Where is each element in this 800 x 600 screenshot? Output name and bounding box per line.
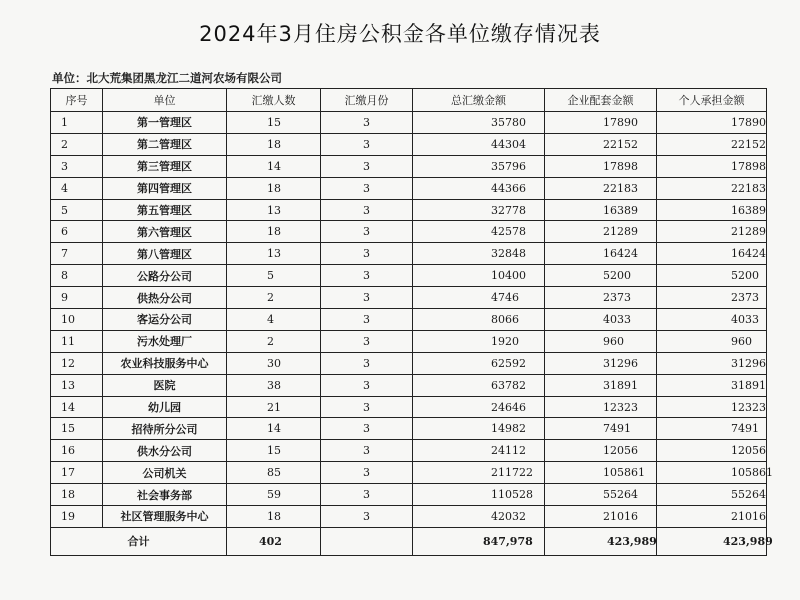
- row-total-amount: 24646: [413, 396, 545, 418]
- row-enterprise-amount: 4033: [545, 309, 657, 331]
- row-total-amount: 24112: [413, 440, 545, 462]
- row-seq: 12: [51, 352, 103, 374]
- header-enterprise: 企业配套金额: [545, 89, 657, 112]
- row-individual-amount: 17890: [657, 112, 767, 134]
- table-row: [51, 484, 767, 506]
- row-total-amount: 62592: [413, 352, 545, 374]
- header-people: 汇缴人数: [227, 89, 321, 112]
- row-unit: 第八管理区: [103, 243, 227, 265]
- row-unit: 供热分公司: [103, 287, 227, 309]
- table-row: [51, 177, 767, 199]
- unit-line: 单位：北大荒集团黑龙江二道河农场有限公司: [52, 71, 282, 85]
- row-total-amount: 35780: [413, 112, 545, 134]
- row-individual-amount: 16389: [657, 199, 767, 221]
- row-individual-amount: 4033: [657, 309, 767, 331]
- row-seq: 5: [51, 199, 103, 221]
- row-enterprise-amount: 17898: [545, 155, 657, 177]
- row-total-amount: 110528: [413, 484, 545, 506]
- row-month: 3: [321, 462, 413, 484]
- row-seq: 4: [51, 177, 103, 199]
- row-seq: 16: [51, 440, 103, 462]
- row-seq: 15: [51, 418, 103, 440]
- table-row: [51, 155, 767, 177]
- row-month: 3: [321, 506, 413, 528]
- table-row: [51, 352, 767, 374]
- total-individual-amount: 423,989: [657, 527, 767, 555]
- total-label: 合计: [51, 527, 227, 555]
- row-seq: 11: [51, 330, 103, 352]
- row-people: 18: [227, 506, 321, 528]
- row-individual-amount: 55264: [657, 484, 767, 506]
- row-unit: 第六管理区: [103, 221, 227, 243]
- row-enterprise-amount: 960: [545, 330, 657, 352]
- total-people: 402: [227, 527, 321, 555]
- row-month: 3: [321, 374, 413, 396]
- row-enterprise-amount: 5200: [545, 265, 657, 287]
- row-month: 3: [321, 484, 413, 506]
- total-row: [51, 527, 767, 555]
- row-people: 18: [227, 221, 321, 243]
- header-individual: 个人承担金额: [657, 89, 767, 112]
- row-seq: 7: [51, 243, 103, 265]
- row-total-amount: 10400: [413, 265, 545, 287]
- row-month: 3: [321, 330, 413, 352]
- row-enterprise-amount: 21289: [545, 221, 657, 243]
- document-title: 2024年3月住房公积金各单位缴存情况表: [199, 22, 601, 46]
- row-month: 3: [321, 265, 413, 287]
- row-individual-amount: 2373: [657, 287, 767, 309]
- row-unit: 招待所分公司: [103, 418, 227, 440]
- row-enterprise-amount: 7491: [545, 418, 657, 440]
- row-enterprise-amount: 31891: [545, 374, 657, 396]
- row-unit: 第二管理区: [103, 133, 227, 155]
- row-enterprise-amount: 2373: [545, 287, 657, 309]
- header-total: 总汇缴金额: [413, 89, 545, 112]
- row-individual-amount: 105861: [657, 462, 767, 484]
- row-people: 18: [227, 133, 321, 155]
- row-enterprise-amount: 31296: [545, 352, 657, 374]
- row-month: 3: [321, 112, 413, 134]
- table-row: [51, 374, 767, 396]
- row-people: 14: [227, 155, 321, 177]
- table-row: [51, 133, 767, 155]
- row-people: 5: [227, 265, 321, 287]
- row-enterprise-amount: 22152: [545, 133, 657, 155]
- row-unit: 社会事务部: [103, 484, 227, 506]
- row-unit: 医院: [103, 374, 227, 396]
- table-row: [51, 396, 767, 418]
- row-enterprise-amount: 22183: [545, 177, 657, 199]
- header-month: 汇缴月份: [321, 89, 413, 112]
- row-unit: 社区管理服务中心: [103, 506, 227, 528]
- row-total-amount: 14982: [413, 418, 545, 440]
- row-seq: 19: [51, 506, 103, 528]
- row-total-amount: 32778: [413, 199, 545, 221]
- row-people: 15: [227, 112, 321, 134]
- row-enterprise-amount: 16424: [545, 243, 657, 265]
- row-seq: 17: [51, 462, 103, 484]
- row-individual-amount: 12323: [657, 396, 767, 418]
- table-row: [51, 221, 767, 243]
- row-individual-amount: 21016: [657, 506, 767, 528]
- row-individual-amount: 17898: [657, 155, 767, 177]
- row-people: 59: [227, 484, 321, 506]
- row-people: 13: [227, 199, 321, 221]
- row-individual-amount: 22152: [657, 133, 767, 155]
- row-unit: 公司机关: [103, 462, 227, 484]
- row-people: 4: [227, 309, 321, 331]
- row-individual-amount: 7491: [657, 418, 767, 440]
- row-total-amount: 4746: [413, 287, 545, 309]
- row-total-amount: 44366: [413, 177, 545, 199]
- row-unit: 农业科技服务中心: [103, 352, 227, 374]
- row-total-amount: 211722: [413, 462, 545, 484]
- row-total-amount: 42032: [413, 506, 545, 528]
- row-seq: 9: [51, 287, 103, 309]
- row-total-amount: 35796: [413, 155, 545, 177]
- row-individual-amount: 31891: [657, 374, 767, 396]
- row-month: 3: [321, 440, 413, 462]
- header-unit: 单位: [103, 89, 227, 112]
- row-seq: 18: [51, 484, 103, 506]
- table-row: [51, 462, 767, 484]
- row-people: 30: [227, 352, 321, 374]
- row-people: 13: [227, 243, 321, 265]
- header-row: [51, 89, 767, 112]
- row-enterprise-amount: 105861: [545, 462, 657, 484]
- row-people: 15: [227, 440, 321, 462]
- row-total-amount: 1920: [413, 330, 545, 352]
- row-month: 3: [321, 243, 413, 265]
- row-seq: 10: [51, 309, 103, 331]
- row-month: 3: [321, 155, 413, 177]
- table-row: [51, 440, 767, 462]
- row-unit: 第四管理区: [103, 177, 227, 199]
- row-seq: 6: [51, 221, 103, 243]
- row-enterprise-amount: 12323: [545, 396, 657, 418]
- table-row: [51, 199, 767, 221]
- deposit-table: [50, 88, 773, 556]
- row-month: 3: [321, 287, 413, 309]
- row-unit: 幼儿园: [103, 396, 227, 418]
- row-seq: 13: [51, 374, 103, 396]
- table-row: [51, 243, 767, 265]
- row-individual-amount: 960: [657, 330, 767, 352]
- row-seq: 8: [51, 265, 103, 287]
- row-people: 18: [227, 177, 321, 199]
- row-seq: 1: [51, 112, 103, 134]
- table-row: [51, 112, 767, 134]
- row-individual-amount: 5200: [657, 265, 767, 287]
- table-row: [51, 309, 767, 331]
- row-individual-amount: 16424: [657, 243, 767, 265]
- row-people: 21: [227, 396, 321, 418]
- row-people: 2: [227, 287, 321, 309]
- table-row: [51, 330, 767, 352]
- table-row: [51, 506, 767, 528]
- row-individual-amount: 22183: [657, 177, 767, 199]
- row-enterprise-amount: 55264: [545, 484, 657, 506]
- row-total-amount: 63782: [413, 374, 545, 396]
- total-month: [321, 527, 413, 555]
- row-people: 85: [227, 462, 321, 484]
- row-month: 3: [321, 396, 413, 418]
- row-enterprise-amount: 21016: [545, 506, 657, 528]
- row-enterprise-amount: 17890: [545, 112, 657, 134]
- table-body: [51, 112, 773, 528]
- row-individual-amount: 31296: [657, 352, 767, 374]
- row-total-amount: 8066: [413, 309, 545, 331]
- row-enterprise-amount: 12056: [545, 440, 657, 462]
- table-row: [51, 287, 767, 309]
- row-unit: 供水分公司: [103, 440, 227, 462]
- row-seq: 3: [51, 155, 103, 177]
- row-unit: 客运分公司: [103, 309, 227, 331]
- row-month: 3: [321, 221, 413, 243]
- row-month: 3: [321, 309, 413, 331]
- row-enterprise-amount: 16389: [545, 199, 657, 221]
- row-total-amount: 32848: [413, 243, 545, 265]
- row-unit: 污水处理厂: [103, 330, 227, 352]
- row-unit: 公路分公司: [103, 265, 227, 287]
- row-seq: 14: [51, 396, 103, 418]
- row-total-amount: 42578: [413, 221, 545, 243]
- row-unit: 第五管理区: [103, 199, 227, 221]
- row-seq: 2: [51, 133, 103, 155]
- row-month: 3: [321, 177, 413, 199]
- row-total-amount: 44304: [413, 133, 545, 155]
- table-row: [51, 265, 767, 287]
- header-seq: 序号: [51, 89, 103, 112]
- row-unit: 第三管理区: [103, 155, 227, 177]
- row-month: 3: [321, 133, 413, 155]
- row-individual-amount: 12056: [657, 440, 767, 462]
- row-month: 3: [321, 199, 413, 221]
- row-month: 3: [321, 352, 413, 374]
- row-individual-amount: 21289: [657, 221, 767, 243]
- table-row: [51, 418, 767, 440]
- row-people: 14: [227, 418, 321, 440]
- row-people: 38: [227, 374, 321, 396]
- row-month: 3: [321, 418, 413, 440]
- row-unit: 第一管理区: [103, 112, 227, 134]
- row-people: 2: [227, 330, 321, 352]
- total-enterprise-amount: 423,989: [545, 527, 657, 555]
- total-amount: 847,978: [413, 527, 545, 555]
